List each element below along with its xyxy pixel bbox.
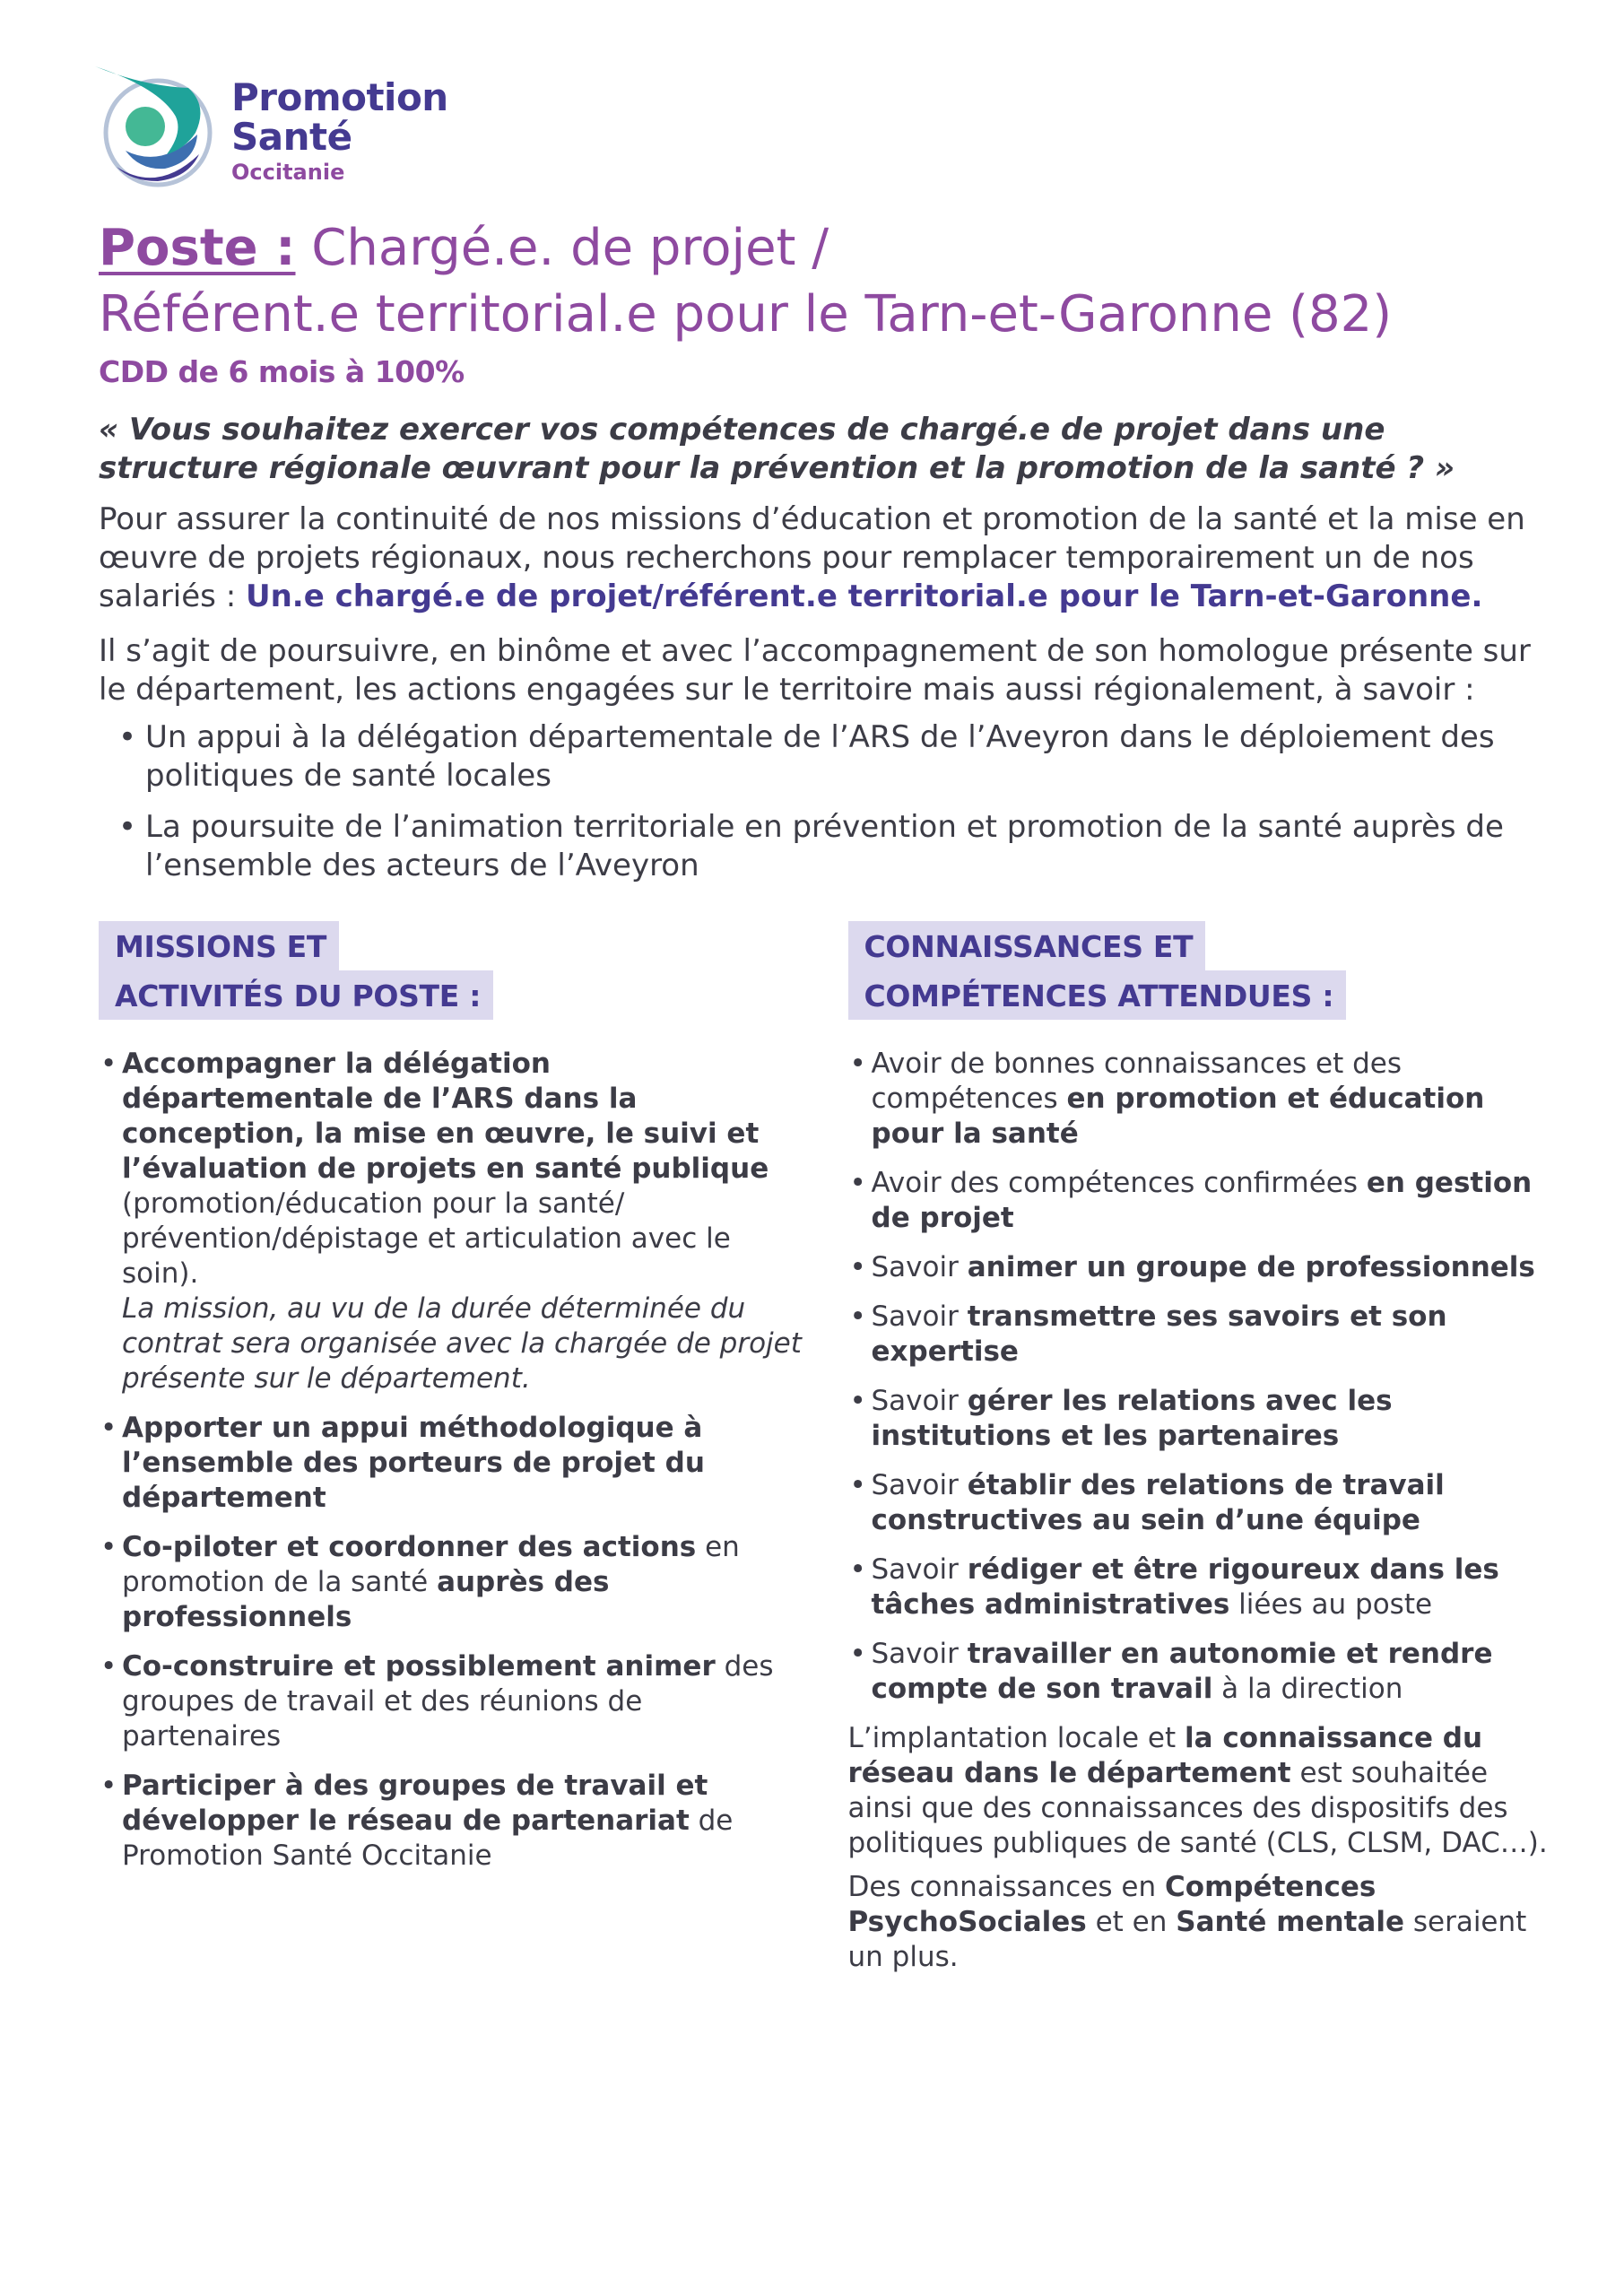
intro-paragraph-1	[99, 500, 1552, 616]
competence-item-tail: liées au poste	[1229, 1588, 1433, 1621]
page-title	[99, 215, 1552, 348]
competence-item	[848, 1047, 1553, 1152]
competence-item-text: Savoir	[871, 1553, 968, 1586]
competence-item-text: Savoir	[871, 1251, 968, 1283]
competence-item-text: Savoir	[871, 1638, 968, 1670]
competences-column	[848, 921, 1553, 1975]
competence-item-text: Avoir des compétences confirmées	[871, 1167, 1367, 1199]
competence-item	[848, 1250, 1553, 1285]
local-network-paragraph	[848, 1721, 1553, 1861]
intro-paragraph-1-text: Pour assurer la continuité de nos missions d’éducation et promotion de la santé et la mise en œuvre de projets régionaux, nous recherchons pour remplacer temporairement un de nos salariés :	[99, 501, 1525, 614]
competence-item-bold: rédiger et être rigoureux dans les tâches administratives	[871, 1553, 1499, 1621]
promotion-sante-logo-icon	[90, 61, 224, 196]
title-line1: Chargé.e. de projet /	[295, 219, 829, 277]
mission-item-text: de Promotion Santé Occitanie	[122, 1805, 734, 1872]
missions-list	[99, 1047, 803, 1874]
paragraph-bold: la connaissance du réseau dans le département	[847, 1722, 1483, 1789]
title-label: Poste :	[99, 219, 296, 277]
competence-item-text: Savoir	[871, 1469, 968, 1501]
mission-item	[99, 1047, 803, 1396]
logo-text-occitanie: Occitanie	[231, 160, 345, 185]
competences-heading	[848, 921, 1553, 1020]
competence-item-bold: en gestion de projet	[871, 1167, 1533, 1234]
intro-quote: « Vous souhaitez exercer vos compétences de chargé.e de projet dans une structure régionale œuvrant pour la prévention et la promotion de la santé ? »	[99, 412, 1455, 486]
mission-item-note: La mission, au vu de la durée déterminée du contrat sera organisée avec la chargée de projet présente sur le département.	[122, 1292, 802, 1395]
competence-item	[848, 1637, 1553, 1707]
organization-logo	[90, 61, 466, 196]
mission-item-bold: Co-piloter et coordonner des actions	[122, 1531, 697, 1563]
missions-heading-line2: ACTIVITÉS DU POSTE :	[99, 970, 493, 1020]
two-column-section	[99, 921, 1552, 1975]
missions-heading-line1: MISSIONS ET	[99, 921, 339, 970]
competence-item-bold: animer un groupe de professionnels	[967, 1251, 1535, 1283]
competence-item-tail: à la direction	[1212, 1673, 1403, 1705]
competence-item-bold: établir des relations de travail constructives au sein d’une équipe	[871, 1469, 1445, 1536]
mission-item-bold: Apporter un appui méthodologique à l’ensemble des porteurs de projet du département	[122, 1412, 705, 1514]
competence-item	[848, 1300, 1553, 1370]
mission-item-bold: Accompagner la délégation départementale de l’ARS dans la conception, la mise en œuvre, le suivi et l’évaluation de projets en santé publique	[122, 1048, 769, 1185]
intro-bullet-list	[117, 718, 1552, 885]
mission-item	[99, 1530, 803, 1635]
competences-heading-line2: COMPÉTENCES ATTENDUES :	[848, 970, 1347, 1020]
missions-heading	[99, 921, 803, 1020]
logo-text-promotion: Promotion	[231, 75, 448, 119]
competence-item-text: Savoir	[871, 1385, 968, 1417]
paragraph-bold: Santé mentale	[1176, 1906, 1404, 1938]
competence-item-bold: en promotion et éducation pour la santé	[871, 1083, 1485, 1150]
bonus-skills-paragraph	[848, 1870, 1553, 1975]
competence-item	[848, 1552, 1553, 1622]
competences-heading-line1: CONNAISSANCES ET	[848, 921, 1206, 970]
intro-bullet: • La poursuite de l’animation territoriale en prévention et promotion de la santé auprès de l’ensemble des acteurs de l’Aveyron	[117, 808, 1552, 885]
paragraph-bold: Compétences PsychoSociales	[847, 1871, 1376, 1938]
mission-item	[99, 1649, 803, 1754]
paragraph-text: L’implantation locale et	[847, 1722, 1185, 1754]
mission-item	[99, 1411, 803, 1516]
competence-item	[848, 1468, 1553, 1538]
intro-paragraph-2: Il s’agit de poursuivre, en binôme et avec l’accompagnement de son homologue présente sur le département, les actions engagées sur le territoire mais aussi régionalement, à savoir :	[99, 633, 1531, 708]
competence-item-bold: travailler en autonomie et rendre compte de son travail	[871, 1638, 1493, 1705]
paragraph-text: est souhaitée ainsi que des connaissances des dispositifs des politiques publiques de santé (CLS, CLSM, DAC…).	[847, 1757, 1548, 1859]
mission-item-bold: Co-construire et possiblement animer	[122, 1650, 716, 1683]
paragraph-text: seraient un plus.	[847, 1906, 1527, 1973]
logo-text-sante: Santé	[231, 115, 352, 159]
mission-item-bold: Participer à des groupes de travail et développer le réseau de partenariat	[122, 1770, 708, 1837]
paragraph-text: Des connaissances en	[847, 1871, 1166, 1903]
competence-item-text: Savoir	[871, 1300, 968, 1333]
mission-item-text: en promotion de la santé	[122, 1531, 740, 1598]
competences-list	[848, 1047, 1553, 1707]
mission-item-bold: auprès des professionnels	[122, 1566, 610, 1633]
mission-item	[99, 1769, 803, 1874]
competence-item	[848, 1166, 1553, 1236]
intro-bullet: • Un appui à la délégation départementale de l’ARS de l’Aveyron dans le déploiement des politiques de santé locales	[117, 718, 1552, 796]
contract-type: CDD de 6 mois à 100%	[99, 354, 465, 389]
mission-item-text: des groupes de travail et des réunions de partenaires	[122, 1650, 774, 1752]
competence-item-bold: transmettre ses savoirs et son expertise	[871, 1300, 1447, 1368]
mission-item-text: (promotion/éducation pour la santé/ prévention/dépistage et articulation avec le soin).	[122, 1187, 731, 1290]
missions-column	[99, 921, 803, 1888]
competence-item-text: Avoir de bonnes connaissances et des compétences	[871, 1048, 1402, 1115]
competence-item-bold: gérer les relations avec les institutions et les partenaires	[871, 1385, 1393, 1452]
title-line2: Référent.e territorial.e pour le Tarn-et-Garonne (82)	[99, 285, 1393, 344]
paragraph-text: et en	[1086, 1906, 1177, 1938]
position-highlight: Un.e chargé.e de projet/référent.e territorial.e pour le Tarn-et-Garonne.	[245, 578, 1483, 614]
competence-item	[848, 1384, 1553, 1454]
